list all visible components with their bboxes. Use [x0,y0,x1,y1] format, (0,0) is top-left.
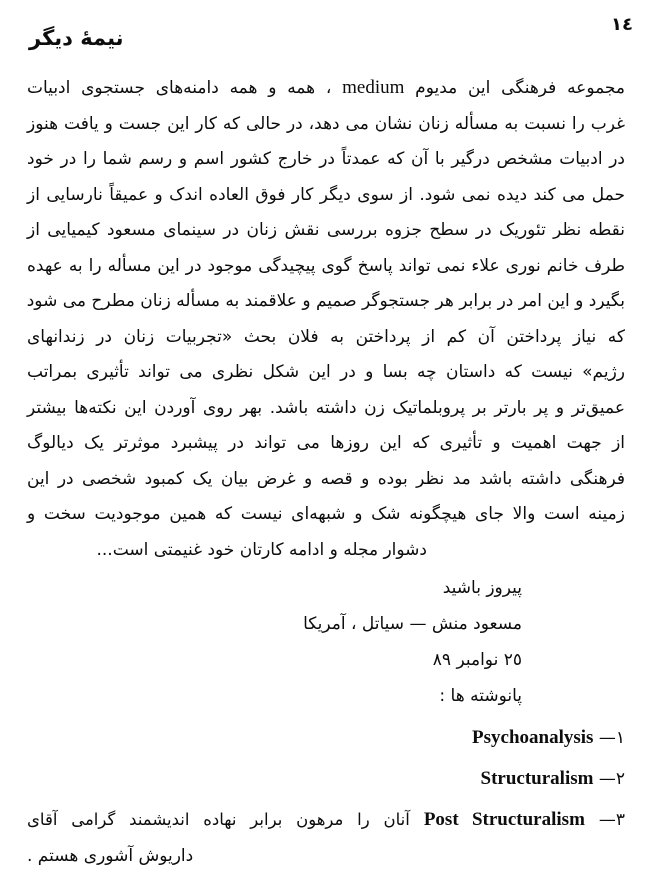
body-line: رژیم» نیست که داستان چه بسا و در این شکل نظری می تواند تأثیری بمراتب [27,362,625,382]
footnote-number: ٢— [598,769,625,789]
footnote-item [27,762,625,796]
magazine-title: نیمهٔ دیگر [29,26,124,50]
body-line: بگیرد و این امر در برابر هر جستجوگر صمیم و علاقمند به مسأله زنان مطرح می شود [26,291,625,311]
body-line [27,70,625,107]
body-line: طرف خانم نوری علاء نمی تواند پاسخ گوی پیچیدگی موجود در این مسأله را به عهده [27,255,625,276]
footnote-item [27,803,625,837]
body-line: عمیق‌تر و پر بارتر بر پروبلماتیک زن داشته باشد. بهر روی آوردن این نکته‌ها بیشتر [27,397,625,418]
body-line-text: مجموعه فرهنگی این مدیوم [415,78,626,98]
footnote-continuation: داریوش آشوری هستم . [27,846,194,866]
body-line: فرهنگی داشته باشد مد نظر بوده و قصه و غرض بیان یک کمبود شخصی در این [27,468,625,489]
signature-name-location: مسعود منش — سیاتل ، آمریکا [303,614,522,634]
signature-block [27,570,625,678]
footnote-text: آنان را مرهون برابر نهاده اندیشمند گرامی آقای [27,810,410,829]
footnote-number: ١— [598,728,625,748]
signature-date: ٢٥ نوامبر ٨٩ [432,650,522,670]
inline-english-term: medium [342,77,405,98]
body-line: نقطه نظر تئوریک در سطح جزوه بررسی نقش زنان در سینمای مسعود کیمیایی از [27,220,625,240]
body-line: زمینه است والا جای هیچگونه شک و شبهه‌ای نیست که همین موجودیت سخت و [27,504,625,524]
footnote-term: Post Structuralism [423,809,585,830]
footnote-item [27,721,625,755]
body-line-text: ، همه و همه دامنه‌های جستجوی ادبیات [27,78,332,98]
body-line: حمل می کند دیده نمی شود. از سوی دیگر کار فوق العاده اندک و عمیقاً نارسایی از [27,184,625,205]
closing-line: دشوار مجله و ادامه کارتان خود غنیمتی است... [96,539,427,560]
footnote-term: Psychoanalysis [472,727,594,748]
signature-farewell: پیروز باشید [442,578,522,598]
body-line: از جهت اهمیت و تأثیری که این روزها می تواند در پیشبرد موثرتر یک دیالوگ [27,433,625,453]
letter-body [27,70,625,568]
footnote-term: Structuralism [480,768,594,789]
body-line: غرب را نسبت به مسأله زنان نشان می دهد، در حالی که کار این جست و یافت هنوز [27,113,625,134]
footnotes-heading: پانوشته ها : [439,686,522,706]
body-line: که نیاز پرداختن آن کم از پرداختن به فلان بحث «تجربیات زنان در زندانهای [27,326,625,347]
body-line: در ادبیات مشخص درگیر با آن که عمدتاً در خارج کشور اسم و رسم شما را در خود [27,149,625,169]
footnote-number: ٣— [598,810,626,830]
page-number: ١٤ [611,14,633,35]
page-header [27,12,633,62]
